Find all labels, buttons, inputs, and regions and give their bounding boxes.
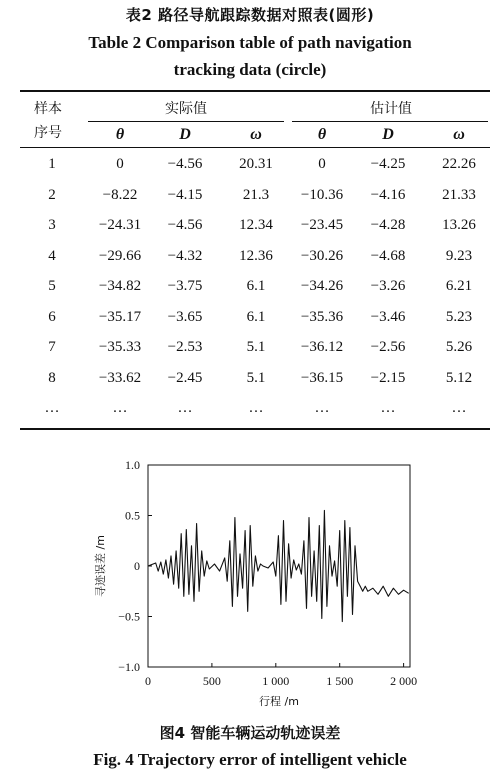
col-header-sample-line2: 序号: [34, 125, 62, 141]
col-header-omega-actual: ω: [250, 126, 262, 143]
table-cell: −4.68: [370, 247, 406, 264]
y-axis-title: 寻迹误差 /m: [94, 535, 107, 597]
table-cell: 6.1: [246, 308, 266, 325]
table-cell: 12.36: [239, 247, 273, 264]
table-cell: 21.3: [242, 186, 270, 203]
table-cell: 9.23: [445, 247, 473, 264]
table-cell: 5.1: [246, 339, 266, 355]
table-cell: −2.15: [370, 369, 406, 386]
table-cell-sample: 4: [48, 247, 56, 264]
table-bottom-rule: [20, 428, 490, 430]
table-cell: 5.12: [445, 369, 473, 386]
col-header-theta-actual: θ: [115, 126, 125, 143]
table-cell: −4.25: [370, 156, 406, 172]
col-header-d-estimated: D: [382, 126, 394, 143]
table-cell: −4.56: [167, 217, 203, 233]
x-tick-label: 0: [145, 674, 151, 688]
table-cell: −10.36: [300, 186, 344, 203]
trajectory-error-chart: [0, 440, 500, 720]
table-cell: −29.66: [98, 247, 142, 264]
group-header-estimated: 估计值: [370, 101, 412, 117]
figure-caption-en: Fig. 4 Trajectory error of intelligent vehicle: [93, 750, 407, 769]
y-tick-label: 0: [134, 559, 140, 573]
y-tick-label: 0.5: [125, 508, 140, 523]
table-cell: −34.26: [300, 278, 344, 294]
table-cell: −23.45: [300, 217, 344, 233]
table-cell-sample: 6: [48, 308, 56, 325]
table-cell: −36.15: [300, 369, 344, 386]
table-cell-sample: 8: [48, 369, 56, 386]
table-cell: −3.26: [370, 278, 406, 294]
y-tick-label: −1.0: [118, 660, 140, 674]
group-header-actual: 实际值: [165, 101, 207, 117]
table-cell: …: [248, 400, 264, 416]
table-cell: 13.26: [442, 217, 476, 233]
table-cell: 5.1: [246, 369, 266, 386]
table-cell: −8.22: [102, 186, 138, 203]
table-cell: −2.56: [370, 339, 406, 355]
table-cell: …: [314, 400, 330, 416]
table-cell: −24.31: [98, 217, 142, 233]
table-cell: −35.17: [98, 308, 142, 325]
table-cell: −2.45: [167, 369, 203, 386]
col-header-theta-estimated: θ: [317, 126, 327, 143]
table-cell: 5.26: [445, 339, 473, 355]
error-line: [148, 510, 409, 621]
table-cell: …: [380, 400, 396, 416]
table-cell: 12.34: [239, 217, 273, 233]
table-cell: −33.62: [98, 369, 142, 386]
table-cell: −2.53: [167, 339, 203, 355]
table-title-en-line1: Table 2 Comparison table of path navigation: [88, 33, 412, 52]
table-cell: 0: [116, 156, 124, 172]
x-tick-label: 1 000: [262, 674, 290, 688]
table-cell: 20.31: [239, 156, 273, 172]
table-cell: 5.23: [445, 308, 473, 325]
x-tick-label: 500: [202, 674, 221, 688]
table-cell: −34.82: [98, 278, 142, 294]
table-cell: −35.33: [98, 339, 142, 355]
y-tick-label: 1.0: [125, 458, 140, 472]
col-header-sample-line1: 样本: [34, 101, 62, 117]
table-cell: −30.26: [300, 247, 344, 264]
x-tick-label: 2 000: [390, 674, 418, 688]
table-cell: −4.15: [167, 186, 203, 203]
table-cell: −4.56: [167, 156, 203, 172]
table-cell-sample: 3: [48, 217, 56, 233]
figure-caption-cn: 图4 智能车辆运动轨迹误差: [159, 724, 341, 742]
table-cell: 6.1: [246, 278, 266, 294]
col-header-d-actual: D: [179, 126, 191, 143]
table-cell: −36.12: [300, 339, 344, 355]
table-cell: −3.65: [167, 308, 203, 325]
group-rule-actual: [88, 121, 284, 122]
table-cell: 6.21: [445, 278, 473, 294]
table-cell: −4.28: [370, 217, 406, 233]
table-cell: 21.33: [442, 186, 476, 203]
table-cell-sample: …: [44, 400, 60, 416]
table-top-rule: [20, 90, 490, 92]
table-cell: …: [112, 400, 128, 416]
table-cell: −4.32: [167, 247, 203, 264]
table-cell: …: [451, 400, 467, 416]
group-rule-estimated: [292, 121, 488, 122]
y-tick-label: −0.5: [118, 609, 140, 624]
table-cell: 22.26: [442, 156, 476, 172]
table-cell: −4.16: [370, 186, 406, 203]
table-header-rule: [20, 147, 490, 148]
table-cell: 0: [318, 156, 326, 172]
table-cell-sample: 1: [48, 156, 56, 172]
table-title-en-line2: tracking data (circle): [173, 60, 327, 79]
table-cell-sample: 5: [48, 278, 56, 294]
table-cell-sample: 2: [48, 186, 56, 203]
table-cell: −3.75: [167, 278, 203, 294]
x-axis-title: 行程 /m: [259, 695, 299, 708]
table-title-cn: 表2 路径导航跟踪数据对照表(圆形): [125, 6, 375, 24]
table-cell: …: [177, 400, 193, 416]
table-cell: −3.46: [370, 308, 406, 325]
table-cell: −35.36: [300, 308, 344, 325]
table-cell-sample: 7: [48, 339, 56, 355]
x-tick-label: 1 500: [326, 674, 354, 688]
col-header-omega-estimated: ω: [453, 126, 465, 143]
